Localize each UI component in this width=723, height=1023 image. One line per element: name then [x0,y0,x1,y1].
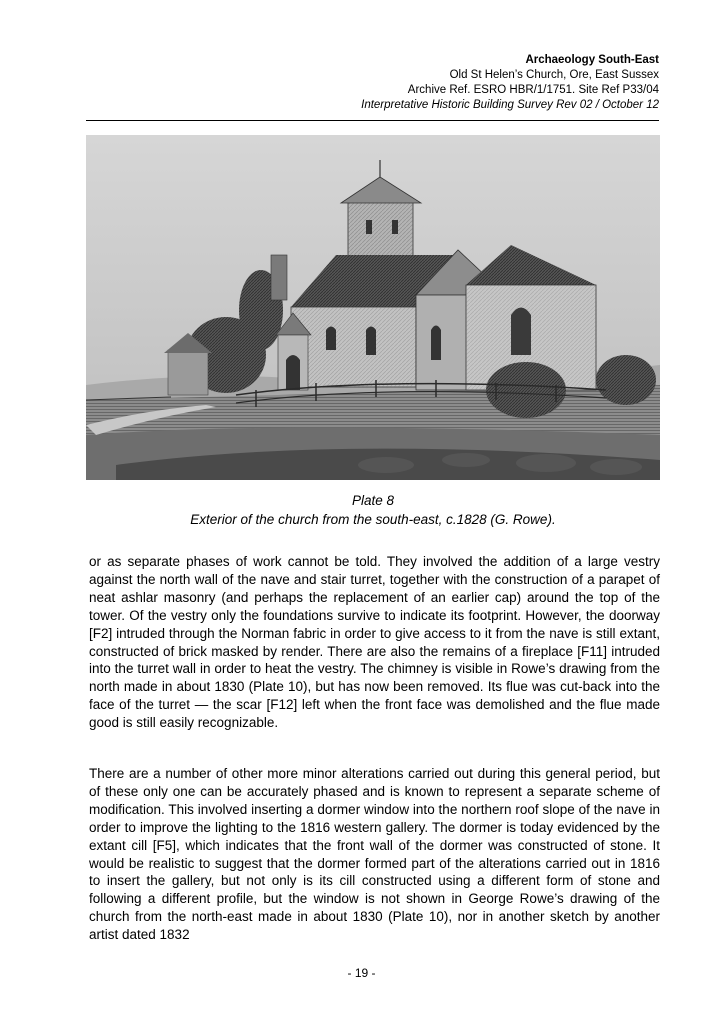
page-number: - 19 - [347,966,376,980]
header-archive-ref: Archive Ref. ESRO HBR/1/1751. Site Ref P33/04 [407,84,659,96]
plate-caption-text: Exterior of the church from the south-east, c.1828 (G. Rowe). [190,512,556,527]
header-rule [86,120,659,121]
header-site: Old St Helen’s Church, Ore, East Sussex [449,69,659,81]
church-engraving-image [86,135,660,480]
page-header [59,53,659,113]
body-paragraph-2: There are a number of other more minor alterations carried out during this general period, but of these only one can be accurately phased and is known to represent a separate scheme of modification. This involved inserting a dormer window into the northern roof slope of the nave in order to improve the lighting to the 1816 western gallery. The dormer is today evidenced by the extant cill [F5], which indicates that the front wall of the dormer was constructed of stone. It would be realistic to suggest that the dormer formed part of the alterations carried out in 1816 to insert the gallery, but not only is its cill constructed using a different form of stone and following a different profile, but the window is not shown in George Rowe’s drawing of the church from the north-east made in about 1830 (Plate 10), nor in another sketch by another artist dated 1832 [89,766,660,943]
plate-caption [86,491,660,529]
body-paragraph-1: or as separate phases of work cannot be told. They involved the addition of a large vestry against the north wall of the nave and stair turret, together with the construction of a parapet of neat ashlar masonry (and perhaps the replacement of an earlier cap) around the top of the tower. Of the vestry only the foundations survive to indicate its footprint. However, the doorway [F2] intruded through the Norman fabric in order to give access to it from the nave is still extant, constructed of brick masked by render. There are also the remains of a fireplace [F11] intruded into the turret wall in order to heat the vestry. The chimney is visible in Rowe’s drawing from the north made in about 1830 (Plate 10), but has now been removed. Its flue was cut-back into the face of the turret — the scar [F12] left when the front face was demolished and the flue made good is still easily recognizable. [89,554,660,731]
header-report-title: Interpretative Historic Building Survey Rev 02 / October 12 [361,99,659,111]
header-organisation: Archaeology South-East [525,54,659,66]
plate-label: Plate 8 [351,493,395,508]
